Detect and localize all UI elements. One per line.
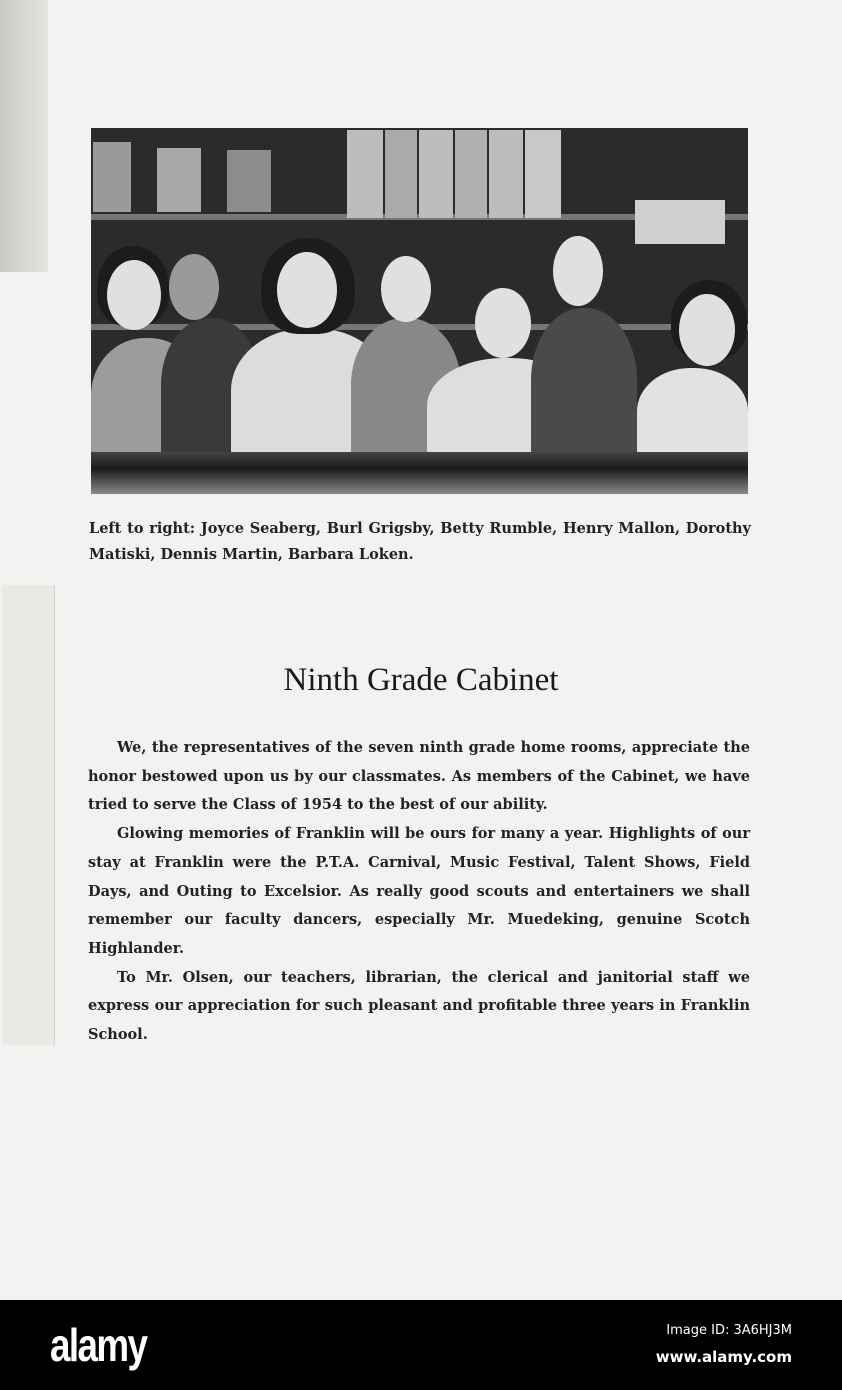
face [277,252,337,328]
body-text [88,734,750,1050]
face [679,294,735,366]
book [385,130,417,218]
paragraph: To Mr. Olsen, our teachers, librarian, the clerical and janitorial staff we express our appreciation for such pleasant and profitable three years in Franklin School. [88,968,750,1044]
alamy-logo: alamy [50,1319,147,1371]
book [455,130,487,218]
person [531,308,637,458]
person [637,368,748,458]
book [489,130,523,218]
book [227,150,271,212]
paragraph: We, the representatives of the seven ninth grade home rooms, appreciate the honor bestowed upon us by our classmates. As members of the Cabinet, we have tried to serve the Class of 1954 to the best of our ability. [88,739,750,814]
group-photo [91,128,748,494]
tape-strip [2,585,55,1045]
page-edge-tear [0,0,48,272]
face [107,260,161,330]
face [475,288,531,358]
photo-caption: Left to right: Joyce Seaberg, Burl Grigsby, Betty Rumble, Henry Mallon, Dorothy Matiski, Dennis Martin, Barbara Loken. [89,520,751,563]
book [347,130,383,218]
counter [91,452,748,494]
page-title: Ninth Grade Cabinet [283,662,559,698]
book [419,130,453,218]
book [635,200,725,244]
book [525,130,561,218]
face [381,256,431,322]
face [553,236,603,306]
image-id: Image ID: 3A6HJ3M [666,1323,792,1338]
face [169,254,219,320]
paragraph: Glowing memories of Franklin will be ours for many a year. Highlights of our stay at Franklin were the P.T.A. Carnival, Music Festival, Talent Shows, Field Days, and Outing to Excelsior. As really good scouts and entertainers we shall remember our faculty dancers, especially Mr. Muedeking, genuine Scotch Highlander. [88,825,750,957]
watermark-url: www.alamy.com [655,1348,792,1366]
book [157,148,201,212]
book [93,142,131,212]
